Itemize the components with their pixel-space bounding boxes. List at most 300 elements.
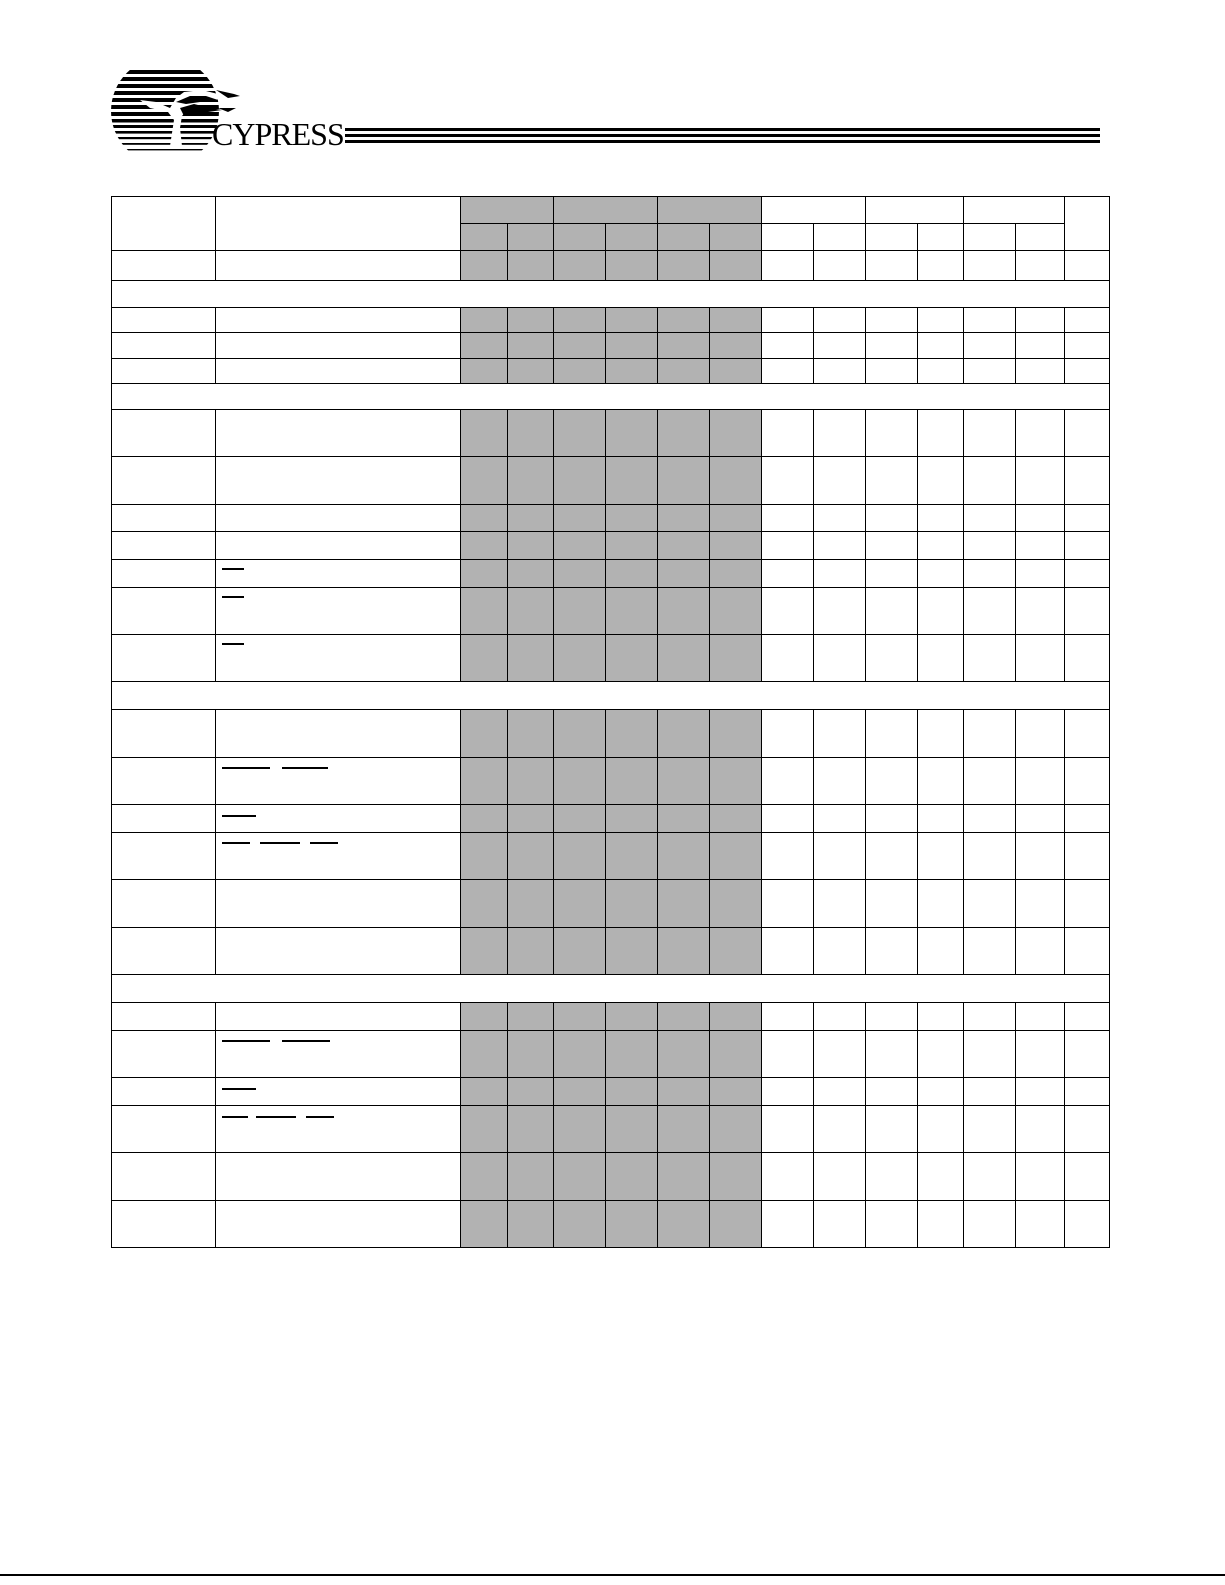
table-cell — [1016, 805, 1065, 833]
table-cell — [554, 880, 606, 928]
table-cell — [508, 505, 554, 532]
table-cell — [1065, 833, 1110, 880]
table-cell — [508, 1003, 554, 1031]
table-cell — [112, 532, 216, 560]
table-cell — [112, 359, 216, 384]
table-cell — [1016, 758, 1065, 805]
table-cell — [762, 1078, 814, 1106]
table-cell — [866, 224, 918, 251]
table-cell — [762, 197, 866, 224]
table-cell — [710, 833, 762, 880]
table-cell — [658, 308, 710, 333]
table-cell — [866, 359, 918, 384]
table-row — [112, 251, 1110, 281]
table-cell — [964, 560, 1016, 588]
table-cell — [216, 833, 461, 880]
table-cell — [216, 410, 461, 457]
table-cell — [606, 359, 658, 384]
table-cell — [1065, 560, 1110, 588]
table-cell — [1065, 588, 1110, 635]
table-cell — [762, 251, 814, 281]
table-cell — [606, 457, 658, 505]
table-cell — [814, 635, 866, 682]
table-cell — [964, 1201, 1016, 1248]
table-cell — [1065, 359, 1110, 384]
table-cell — [216, 308, 461, 333]
table-cell — [866, 1106, 918, 1153]
table-cell — [216, 758, 461, 805]
table-cell — [554, 197, 658, 224]
table-cell — [554, 758, 606, 805]
table-cell — [1065, 410, 1110, 457]
table-row — [112, 805, 1110, 833]
table-cell — [964, 251, 1016, 281]
table-cell — [710, 333, 762, 359]
table-cell — [508, 1201, 554, 1248]
table-row — [112, 1201, 1110, 1248]
table-row — [112, 1106, 1110, 1153]
table-cell — [710, 758, 762, 805]
table-row — [112, 1078, 1110, 1106]
table-cell — [710, 880, 762, 928]
table-cell — [964, 928, 1016, 975]
table-cell — [1016, 251, 1065, 281]
table-cell — [112, 758, 216, 805]
table-cell — [554, 1078, 606, 1106]
table-cell — [1065, 1003, 1110, 1031]
table-cell — [918, 251, 964, 281]
table-cell — [814, 457, 866, 505]
section-cell — [112, 975, 1110, 1003]
table-row — [112, 588, 1110, 635]
table-cell — [554, 505, 606, 532]
table-row — [112, 333, 1110, 359]
table-cell — [461, 197, 554, 224]
section-row — [112, 682, 1110, 710]
table-cell — [216, 560, 461, 588]
table-cell — [964, 359, 1016, 384]
table-cell — [508, 1031, 554, 1078]
table-cell — [461, 1106, 508, 1153]
table-cell — [918, 505, 964, 532]
table-cell — [658, 1201, 710, 1248]
table-cell — [866, 1031, 918, 1078]
table-cell — [866, 1078, 918, 1106]
table-cell — [814, 1201, 866, 1248]
table-cell — [658, 710, 710, 758]
table-cell — [866, 928, 918, 975]
overline-mark — [260, 842, 300, 844]
page-header — [110, 68, 1110, 153]
table-cell — [1065, 880, 1110, 928]
table-cell — [554, 1201, 606, 1248]
table-cell — [606, 505, 658, 532]
table-cell — [461, 505, 508, 532]
table-cell — [554, 833, 606, 880]
table-cell — [918, 410, 964, 457]
table-cell — [658, 224, 710, 251]
table-cell — [508, 457, 554, 505]
table-cell — [508, 308, 554, 333]
table-row — [112, 560, 1110, 588]
table-cell — [508, 532, 554, 560]
table-cell — [710, 359, 762, 384]
table-cell — [216, 1031, 461, 1078]
table-cell — [461, 1031, 508, 1078]
table-cell — [658, 1003, 710, 1031]
table-cell — [554, 588, 606, 635]
table-cell — [658, 833, 710, 880]
table-cell — [554, 1153, 606, 1201]
table-cell — [216, 710, 461, 758]
table-cell — [508, 333, 554, 359]
table-cell — [216, 1078, 461, 1106]
table-cell — [918, 560, 964, 588]
table-cell — [606, 1153, 658, 1201]
table-cell — [710, 410, 762, 457]
table-cell — [461, 333, 508, 359]
table-cell — [658, 880, 710, 928]
table-cell — [1016, 359, 1065, 384]
overline-mark — [310, 842, 338, 844]
table-cell — [554, 560, 606, 588]
table-cell — [762, 1153, 814, 1201]
table-cell — [964, 710, 1016, 758]
table-cell — [112, 251, 216, 281]
table-cell — [964, 333, 1016, 359]
footer-rule — [0, 1574, 1225, 1576]
table-cell — [814, 805, 866, 833]
table-cell — [606, 1201, 658, 1248]
table-cell — [461, 833, 508, 880]
table-cell — [112, 588, 216, 635]
table-cell — [216, 1003, 461, 1031]
table-cell — [814, 1153, 866, 1201]
table-cell — [658, 560, 710, 588]
table-cell — [606, 880, 658, 928]
table-cell — [554, 308, 606, 333]
table-cell — [918, 833, 964, 880]
table-cell — [710, 1201, 762, 1248]
table-cell — [658, 805, 710, 833]
table-cell — [814, 1078, 866, 1106]
table-cell — [606, 710, 658, 758]
overline-mark — [222, 643, 244, 645]
table-cell — [762, 880, 814, 928]
table-cell — [461, 532, 508, 560]
table-cell — [918, 359, 964, 384]
table-cell — [508, 710, 554, 758]
table-cell — [918, 457, 964, 505]
table-row — [112, 833, 1110, 880]
table-cell — [461, 588, 508, 635]
table-cell — [762, 532, 814, 560]
table-row — [112, 635, 1110, 682]
table-cell — [508, 1153, 554, 1201]
table-cell — [918, 710, 964, 758]
table-cell — [112, 833, 216, 880]
table-cell — [1065, 1031, 1110, 1078]
table-cell — [866, 457, 918, 505]
table-cell — [461, 1153, 508, 1201]
table-cell — [762, 333, 814, 359]
table-cell — [1016, 410, 1065, 457]
table-cell — [866, 333, 918, 359]
table-cell — [964, 1153, 1016, 1201]
table-cell — [112, 805, 216, 833]
table-cell — [964, 635, 1016, 682]
table-cell — [1016, 1003, 1065, 1031]
table-cell — [1016, 588, 1065, 635]
overline-mark — [222, 596, 244, 598]
table-cell — [461, 224, 508, 251]
table-cell — [1016, 1201, 1065, 1248]
table-cell — [508, 758, 554, 805]
table-cell — [658, 758, 710, 805]
table-cell — [918, 1201, 964, 1248]
table-cell — [554, 805, 606, 833]
table-cell — [508, 588, 554, 635]
table-cell — [554, 1031, 606, 1078]
table-cell — [554, 457, 606, 505]
section-cell — [112, 281, 1110, 308]
table-cell — [866, 197, 964, 224]
table-cell — [1016, 710, 1065, 758]
table-cell — [918, 532, 964, 560]
table-cell — [1065, 251, 1110, 281]
table-cell — [1065, 635, 1110, 682]
table-cell — [554, 1003, 606, 1031]
table-cell — [606, 635, 658, 682]
table-cell — [964, 457, 1016, 505]
table-cell — [814, 560, 866, 588]
table-cell — [964, 197, 1065, 224]
table-cell — [918, 928, 964, 975]
table-cell — [964, 833, 1016, 880]
table-cell — [918, 333, 964, 359]
table-cell — [1065, 505, 1110, 532]
table-cell — [762, 1003, 814, 1031]
brand-name: CYPRESS — [212, 116, 344, 152]
spec-table — [111, 196, 1110, 1248]
table-cell — [762, 635, 814, 682]
table-cell — [606, 805, 658, 833]
table-cell — [606, 410, 658, 457]
table-cell — [658, 635, 710, 682]
table-cell — [866, 308, 918, 333]
table-cell — [814, 880, 866, 928]
table-row — [112, 710, 1110, 758]
section-cell — [112, 682, 1110, 710]
table-cell — [710, 308, 762, 333]
table-cell — [112, 308, 216, 333]
table-cell — [814, 410, 866, 457]
table-cell — [866, 560, 918, 588]
table-cell — [964, 410, 1016, 457]
table-cell — [710, 635, 762, 682]
table-cell — [814, 359, 866, 384]
table-cell — [1065, 1106, 1110, 1153]
table-cell — [762, 1106, 814, 1153]
table-cell — [658, 588, 710, 635]
table-cell — [814, 333, 866, 359]
table-cell — [461, 1003, 508, 1031]
table-cell — [508, 635, 554, 682]
table-cell — [508, 410, 554, 457]
table-cell — [814, 1031, 866, 1078]
table-cell — [964, 505, 1016, 532]
table-cell — [866, 1003, 918, 1031]
table-cell — [918, 1078, 964, 1106]
table-cell — [658, 251, 710, 281]
table-cell — [964, 880, 1016, 928]
table-cell — [508, 805, 554, 833]
table-cell — [762, 833, 814, 880]
table-cell — [606, 1106, 658, 1153]
table-cell — [508, 560, 554, 588]
table-cell — [554, 251, 606, 281]
table-row — [112, 359, 1110, 384]
table-cell — [554, 1106, 606, 1153]
table-cell — [918, 1003, 964, 1031]
table-cell — [112, 1201, 216, 1248]
table-cell — [1065, 457, 1110, 505]
table-cell — [658, 410, 710, 457]
table-cell — [554, 410, 606, 457]
table-cell — [112, 1106, 216, 1153]
table-cell — [216, 1106, 461, 1153]
table-cell — [762, 410, 814, 457]
table-cell — [461, 880, 508, 928]
table-cell — [866, 410, 918, 457]
table-cell — [762, 359, 814, 384]
table-row — [112, 1031, 1110, 1078]
table-cell — [216, 880, 461, 928]
overline-mark — [222, 815, 256, 817]
table-cell — [710, 1003, 762, 1031]
table-cell — [1016, 1153, 1065, 1201]
table-cell — [866, 532, 918, 560]
table-cell — [918, 635, 964, 682]
table-row — [112, 308, 1110, 333]
header-rule-2 — [345, 134, 1100, 137]
table-cell — [814, 308, 866, 333]
overline-mark — [222, 842, 250, 844]
header-row-1 — [112, 197, 1110, 224]
table-cell — [658, 333, 710, 359]
table-cell — [508, 1078, 554, 1106]
table-cell — [918, 758, 964, 805]
table-row — [112, 1153, 1110, 1201]
table-cell — [461, 928, 508, 975]
table-cell — [1016, 635, 1065, 682]
table-row — [112, 457, 1110, 505]
table-row — [112, 1003, 1110, 1031]
table-cell — [461, 251, 508, 281]
table-cell — [918, 880, 964, 928]
table-cell — [508, 880, 554, 928]
table-cell — [762, 1031, 814, 1078]
table-cell — [216, 251, 461, 281]
table-cell — [461, 410, 508, 457]
table-cell — [112, 1078, 216, 1106]
table-cell — [554, 532, 606, 560]
table-cell — [762, 928, 814, 975]
table-cell — [508, 928, 554, 975]
table-cell — [918, 1106, 964, 1153]
table-cell — [814, 224, 866, 251]
table-cell — [762, 805, 814, 833]
table-cell — [1016, 505, 1065, 532]
table-cell — [112, 1153, 216, 1201]
table-cell — [112, 1003, 216, 1031]
table-cell — [866, 505, 918, 532]
table-cell — [1016, 833, 1065, 880]
table-cell — [710, 1106, 762, 1153]
table-cell — [658, 457, 710, 505]
table-cell — [1016, 1031, 1065, 1078]
table-cell — [216, 588, 461, 635]
table-cell — [918, 1031, 964, 1078]
table-cell — [554, 224, 606, 251]
table-cell — [814, 1003, 866, 1031]
table-cell — [658, 1078, 710, 1106]
table-cell — [814, 833, 866, 880]
table-cell — [606, 758, 658, 805]
table-cell — [112, 928, 216, 975]
overline-mark — [256, 1116, 296, 1118]
table-cell — [964, 805, 1016, 833]
table-cell — [216, 805, 461, 833]
table-cell — [1016, 457, 1065, 505]
cypress-logo — [110, 68, 350, 153]
table-cell — [710, 928, 762, 975]
table-cell — [216, 928, 461, 975]
table-cell — [1065, 197, 1110, 251]
table-cell — [814, 505, 866, 532]
table-cell — [814, 928, 866, 975]
table-cell — [658, 532, 710, 560]
table-row — [112, 928, 1110, 975]
table-cell — [606, 560, 658, 588]
section-row — [112, 384, 1110, 410]
table-cell — [866, 710, 918, 758]
table-cell — [1065, 1078, 1110, 1106]
table-cell — [866, 758, 918, 805]
table-cell — [112, 880, 216, 928]
table-cell — [112, 710, 216, 758]
table-cell — [710, 224, 762, 251]
table-cell — [606, 224, 658, 251]
table-cell — [658, 505, 710, 532]
table-cell — [216, 197, 461, 251]
table-cell — [1016, 333, 1065, 359]
table-cell — [216, 532, 461, 560]
table-cell — [216, 1153, 461, 1201]
table-row — [112, 532, 1110, 560]
table-cell — [1065, 1201, 1110, 1248]
table-cell — [1065, 928, 1110, 975]
table-cell — [461, 1201, 508, 1248]
section-row — [112, 281, 1110, 308]
section-row — [112, 975, 1110, 1003]
table-cell — [814, 1106, 866, 1153]
table-cell — [606, 928, 658, 975]
table-cell — [710, 251, 762, 281]
table-cell — [461, 710, 508, 758]
table-cell — [762, 224, 814, 251]
table-cell — [658, 197, 762, 224]
